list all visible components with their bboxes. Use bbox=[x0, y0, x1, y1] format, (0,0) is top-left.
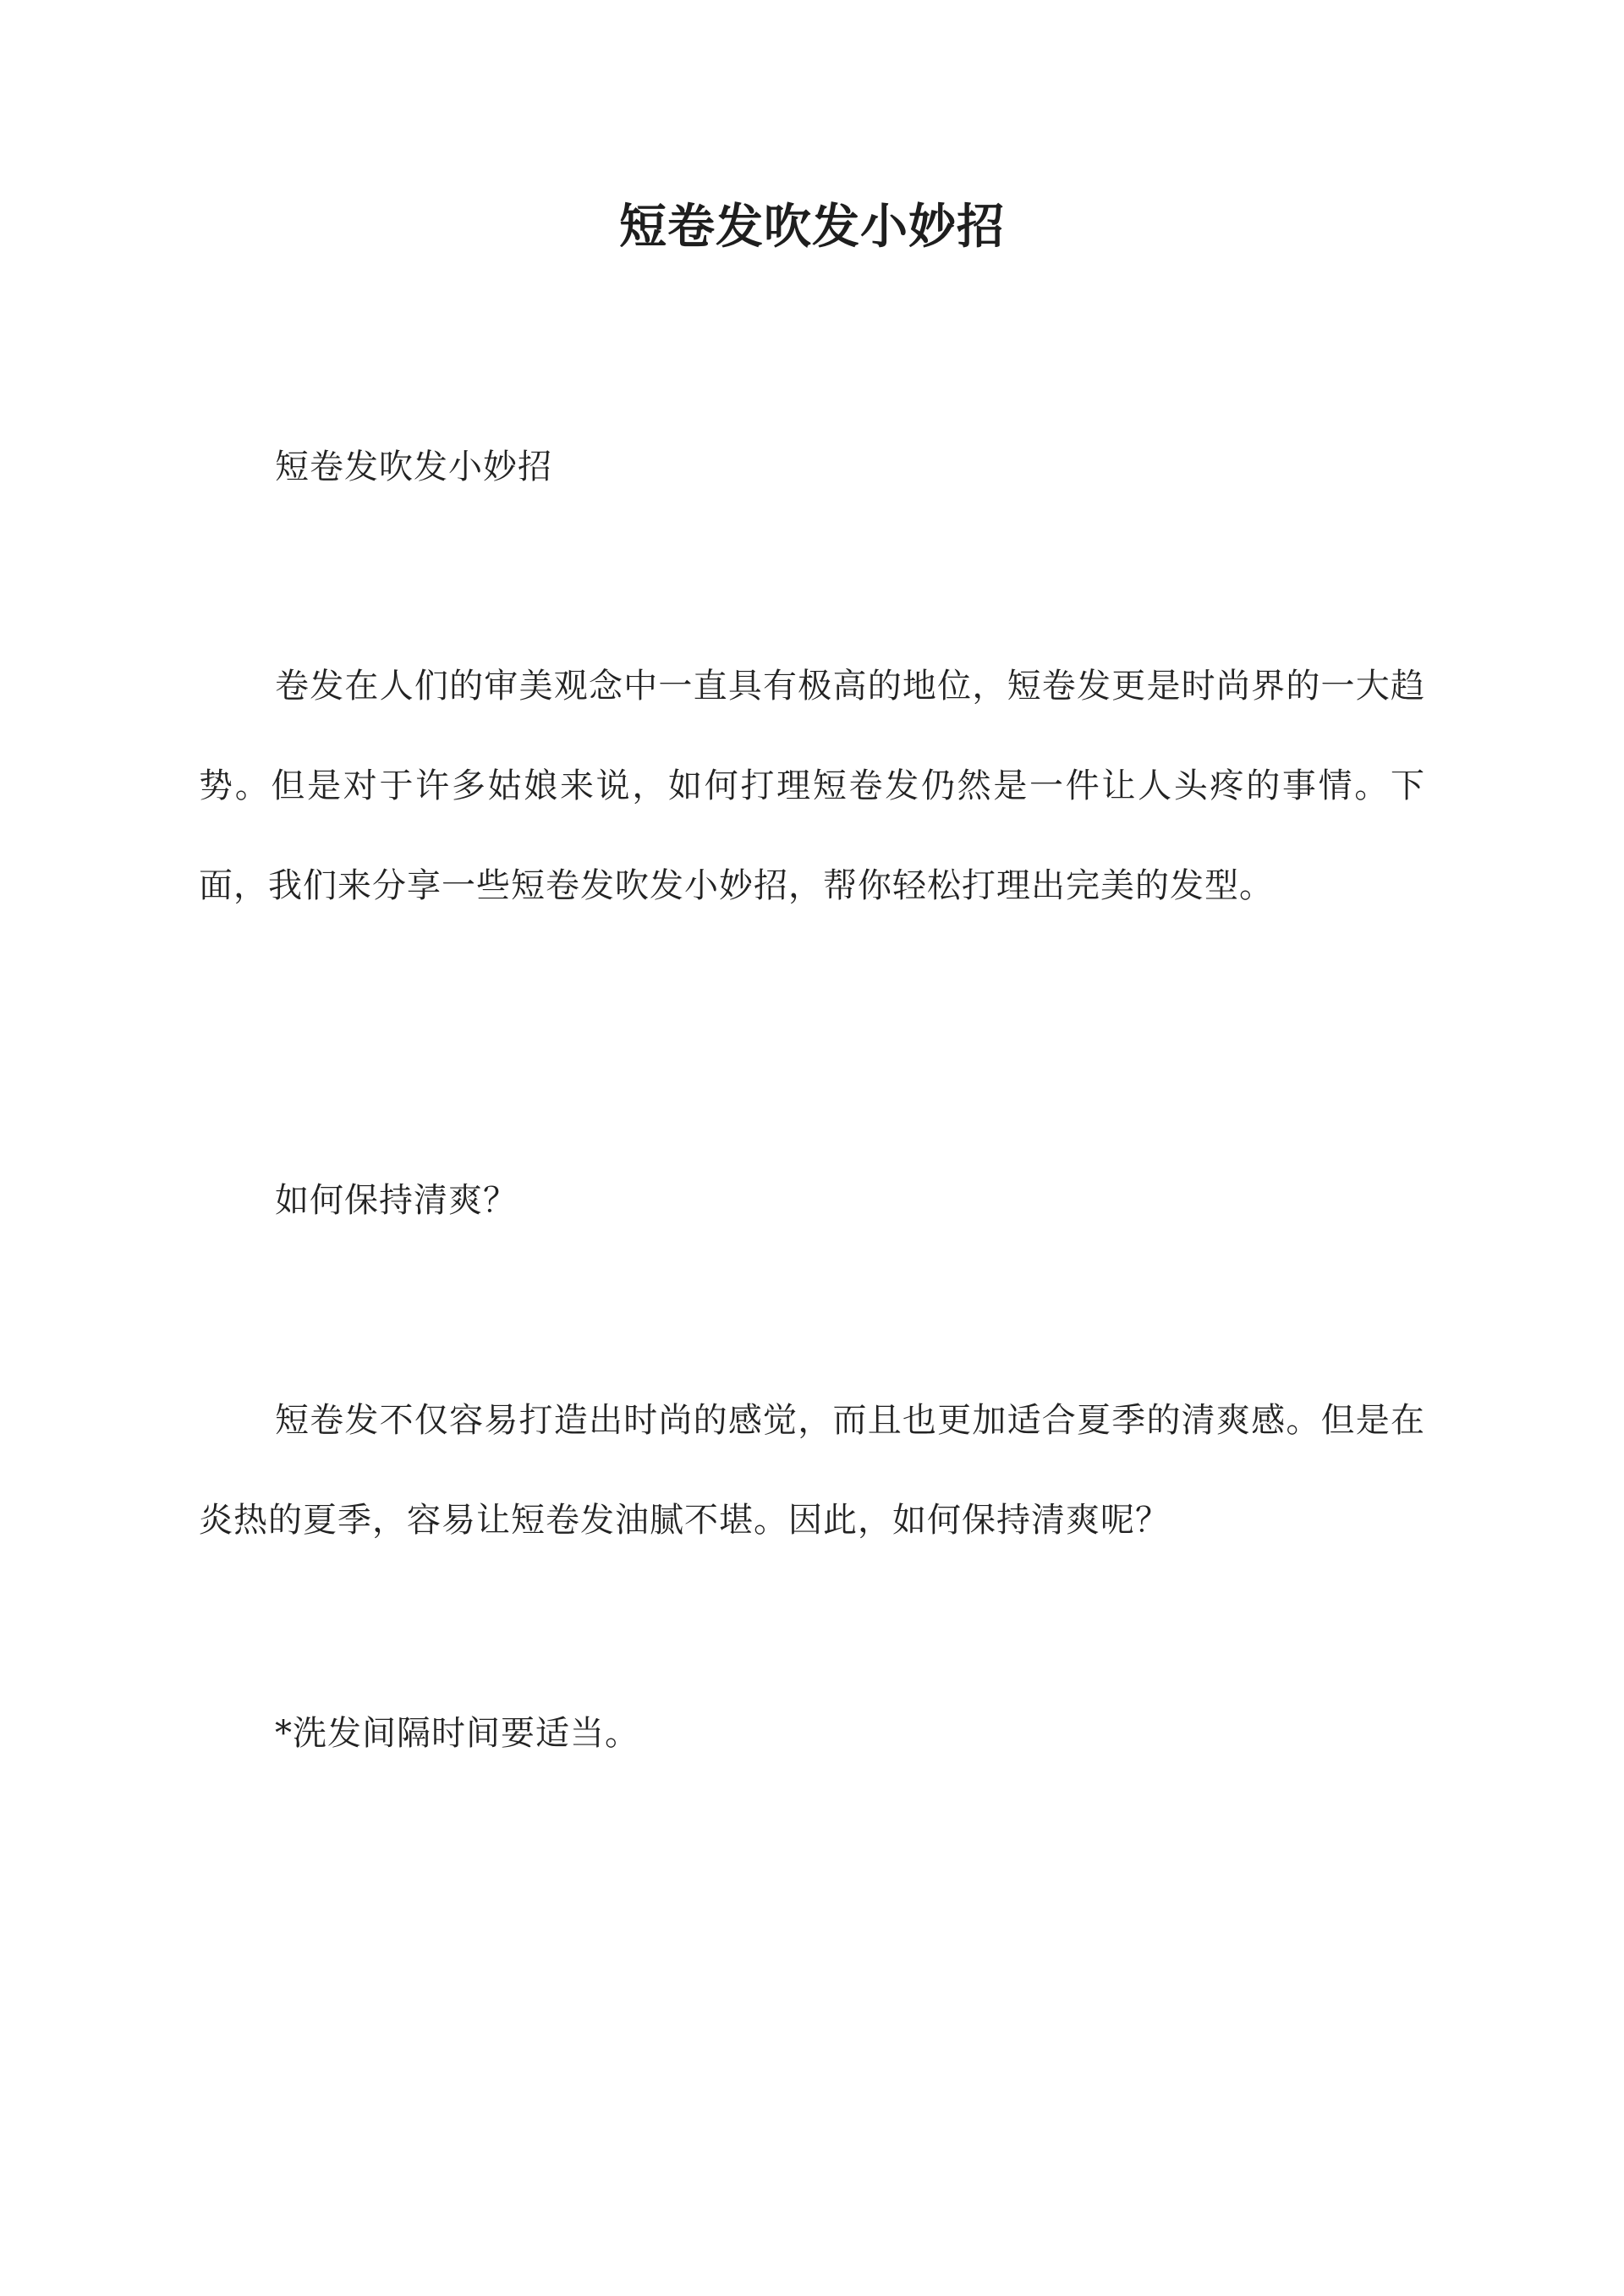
document-title: 短卷发吹发小妙招 bbox=[619, 199, 1005, 255]
subtitle-paragraph: 短卷发吹发小妙招 bbox=[275, 448, 552, 486]
section-heading: 如何保持清爽？ bbox=[275, 1181, 518, 1220]
section-body-paragraph: 短卷发不仅容易打造出时尚的感觉，而且也更加适合夏季的清爽感。但是在炎热的夏季，容易让短卷发油腻不堪。因此，如何保持清爽呢？ bbox=[199, 1401, 1425, 1540]
tip-paragraph: *洗发间隔时间要适当。 bbox=[275, 1714, 639, 1753]
intro-paragraph: 卷发在人们的审美观念中一直具有极高的地位，短卷发更是时尚界的一大趋势。但是对于许多姑娘来说，如何打理短卷发仍然是一件让人头疼的事情。下面，我们来分享一些短卷发吹发小妙招，帮你轻松打理出完美的发型。 bbox=[199, 667, 1425, 905]
